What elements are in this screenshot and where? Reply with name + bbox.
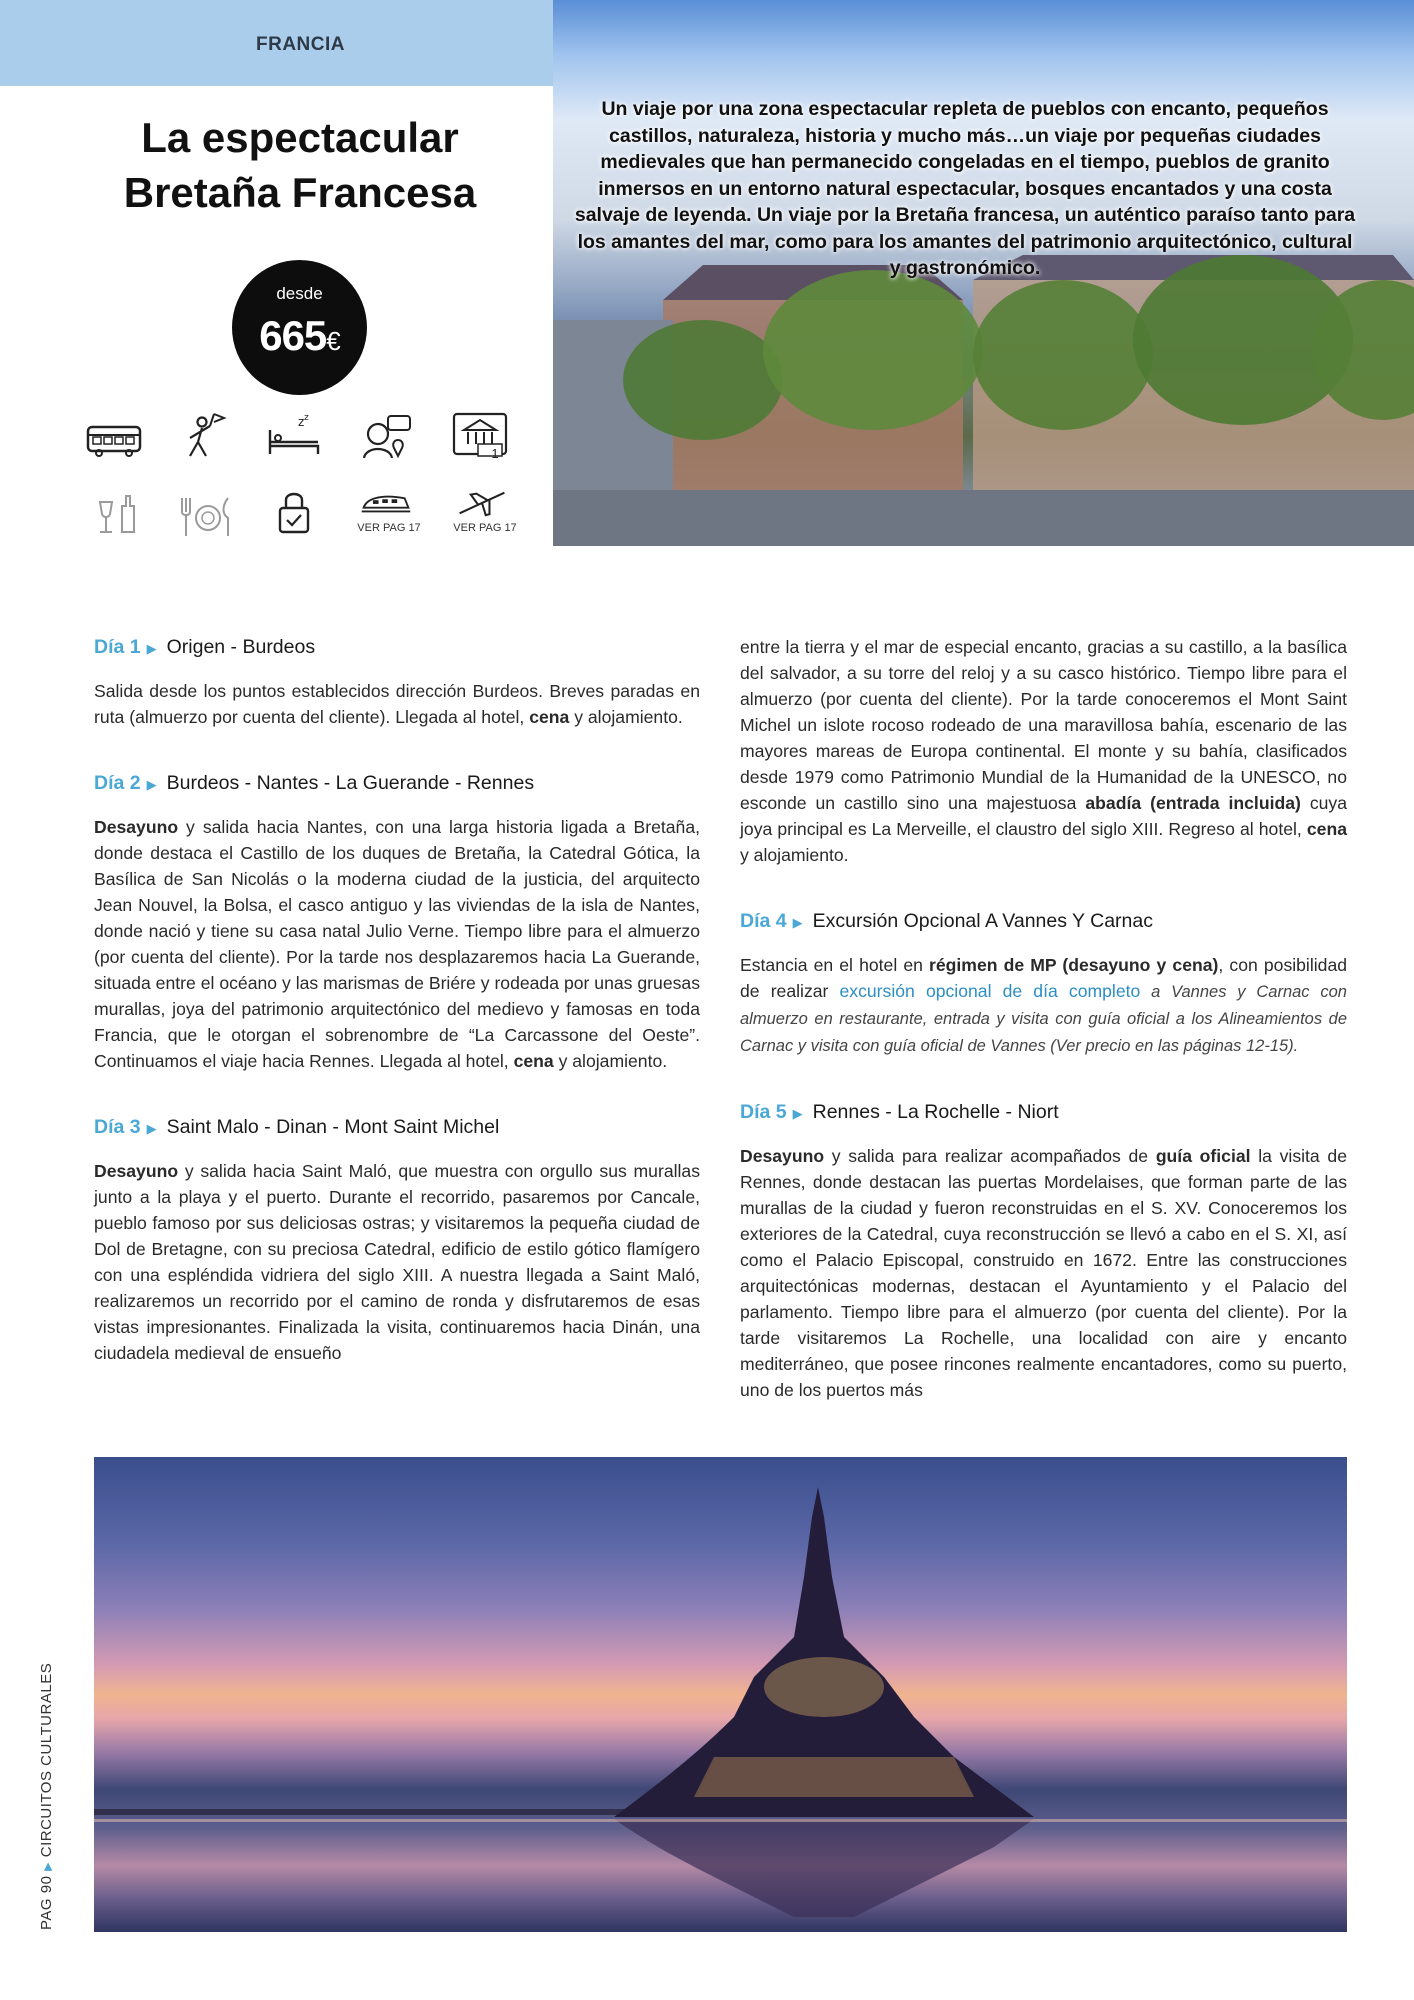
day-3-cont-bold2: cena	[1306, 819, 1347, 839]
ticket-number: 1	[491, 446, 499, 461]
wine-drinks-icon	[82, 492, 154, 548]
plane-icon	[446, 488, 518, 522]
price-from-label: desde	[276, 284, 323, 303]
day-1-text-b: y alojamiento.	[569, 707, 683, 727]
day-1-text-a: Salida desde los puntos establecidos dirección Burdeos. Breves paradas en ruta (almuerzo por cuenta del cliente). Llegada al hotel,	[94, 681, 700, 727]
price-amount	[232, 312, 367, 360]
day-3-cont-c: y alojamiento.	[740, 845, 849, 865]
region-tag	[0, 0, 553, 86]
price-currency: €	[326, 326, 340, 356]
bus-icon	[78, 415, 150, 471]
day-3-continued-text	[740, 634, 1347, 868]
day-2-text-b: y alojamiento.	[553, 1051, 668, 1071]
day-5-route: Rennes - La Rochelle - Niort	[812, 1101, 1059, 1123]
day-1-bold: cena	[529, 707, 570, 727]
price-value: 665	[259, 312, 327, 359]
day-5-text-a: y salida para realizar acompañados de	[824, 1146, 1156, 1166]
day-4-italic-note: a Vannes y Carnac con almuerzo en restaurante, entrada y visita con guía oficial a los Alineamientos de Carnac y visita con guía oficial de Vannes (Ver precio en las páginas 12-15).	[740, 983, 1347, 1055]
day-1-label: Día 1	[94, 636, 141, 658]
day-5-text	[740, 1143, 1347, 1403]
day-2-bold-b: cena	[513, 1051, 554, 1071]
day-2-heading	[94, 770, 700, 798]
day-1-text	[94, 678, 700, 730]
day-4-text-a: Estancia en el hotel en	[740, 955, 930, 975]
day-3-bold-a: Desayuno	[94, 1161, 179, 1181]
day-5-bold-a: Desayuno	[740, 1146, 825, 1166]
day-3-heading	[94, 1114, 700, 1142]
day-3-cont-b: cuya joya principal es La Merveille, el claustro del siglo XIII. Regreso al hotel,	[740, 793, 1348, 839]
arrow-right-icon: ▶	[146, 777, 157, 792]
svg-text:z: z	[304, 413, 309, 423]
day-2-route: Burdeos - Nantes - La Guerande - Rennes	[166, 772, 535, 794]
section-name: CIRCUITOS CULTURALES	[38, 1662, 55, 1858]
insurance-lock-icon	[258, 488, 330, 544]
day-4-label: Día 4	[740, 910, 787, 932]
plane-option	[446, 488, 530, 534]
arrow-right-icon: ▶	[42, 1861, 54, 1871]
day-3-label: Día 3	[94, 1116, 141, 1138]
arrow-right-icon: ▶	[792, 915, 803, 930]
day-4-bold: régimen de MP (desayuno y cena)	[929, 955, 1219, 975]
arrow-right-icon: ▶	[146, 641, 157, 656]
day-2-text-a: y salida hacia Nantes, con una larga historia ligada a Bretaña, donde destaca el Castillo de los duques de Bretaña, la Catedral Gótica, la Basílica de San Nicolás o la moderna ciudad de la justicia, del arquitecto Jean Nouvel, la Bolsa, el casco antiguo y las viviendas de la isla de Nantes, donde nació y tiene su casa natal Julio Verne. Tiempo libre para el almuerzo (por cuenta del cliente). Por la tarde nos desplazaremos hacia La Guerande, situada entre el océano y las marismas de Briére y rodeada por unas gruesas murallas, joya del patrimonio arquitectónico del medievo y famosas en toda Francia, que le otorgan el sobrenombre de “La Carcassone del Oeste”. Continuamos el viaje hacia Rennes. Llegada al hotel,	[94, 817, 700, 1071]
page-footer	[38, 1663, 55, 1930]
guide-info-icon	[352, 412, 424, 468]
svg-text:z: z	[298, 415, 305, 429]
day-4-text-b: , con posibilidad de realizar	[740, 955, 1348, 1001]
day-5-heading	[740, 1099, 1347, 1127]
day-1-route: Origen - Burdeos	[166, 636, 316, 658]
arrow-right-icon: ▶	[792, 1106, 803, 1121]
day-4-route: Excursión Opcional A Vannes Y Carnac	[812, 910, 1153, 932]
day-2-text	[94, 814, 700, 1074]
bed-icon	[258, 412, 330, 468]
day-4-excursion-link: excursión opcional de día completo	[839, 981, 1141, 1001]
arrow-right-icon: ▶	[146, 1121, 157, 1136]
day-2-label: Día 2	[94, 772, 141, 794]
plane-caption: VER PAG 17	[453, 522, 517, 534]
day-1-heading	[94, 634, 700, 662]
day-2-bold-a: Desayuno	[94, 817, 179, 837]
title-line-2: Bretaña Francesa	[123, 169, 477, 216]
train-icon	[350, 488, 422, 522]
monument-ticket-icon	[444, 410, 516, 466]
day-5-label: Día 5	[740, 1101, 787, 1123]
day-4-heading	[740, 908, 1347, 936]
day-3-text-a: y salida hacia Saint Maló, que muestra con orgullo sus murallas junto a la playa y el puerto. Durante el recorrido, pasaremos por Cancale, pueblo famoso por sus deliciosas ostras; y visitaremos la pequeña ciudad de Dol de Bretagne, con su preciosa Catedral, edificio de estilo gótico flamígero con una espléndida vidriera del siglo XIII. A nuestra llegada a Saint Maló, realizaremos un recorrido por el camino de ronda y disfrutaremos de esas vistas impresionantes. Finalizada la visita, continuaremos hacia Dinán, una ciudadela medieval de ensueño	[94, 1161, 700, 1363]
itinerary-right-column	[740, 634, 1347, 1403]
title-line-1: La espectacular	[141, 114, 459, 161]
day-3-text	[94, 1158, 700, 1366]
itinerary-left-column	[94, 634, 700, 1366]
intro-text: Un viaje por una zona espectacular repleta de pueblos con encanto, pequeños castillos, naturaleza, historia y mucho más…un viaje por pequeñas ciudades medievales que han permanecido congeladas en el tiempo, pueblos de granito inmersos en un entorno natural espectacular, bosques encantados y una costa salvaje de leyenda. Un viaje por la Bretaña francesa, un auténtico paraíso tanto para los amantes del mar, como para los amantes del patrimonio arquitectónico, cultural y gastronómico.	[574, 98, 1356, 279]
mont-saint-michel-photo	[94, 1457, 1347, 1932]
day-3-cont-a: entre la tierra y el mar de especial encanto, gracias a su castillo, a la basílica del salvador, a su torre del reloj y a su casco histórico. Tiempo libre para el almuerzo (por cuenta del cliente). Por la tarde conoceremos el Mont Saint Michel un islote rocoso rodeado de una maravillosa bahía, escenario de las mayores mareas de Europa continental. El monte y su bahía, clasificados desde 1979 como Patrimonio Mundial de la Humanidad de la UNESCO, no esconde un castillo sino una majestuosa	[740, 637, 1347, 813]
page-title	[60, 110, 540, 220]
day-3-route: Saint Malo - Dinan - Mont Saint Michel	[166, 1116, 500, 1138]
price-badge	[232, 260, 367, 395]
guide-flag-icon	[170, 412, 242, 468]
day-5-bold-b: guía oficial	[1155, 1146, 1251, 1166]
day-3-cont-bold: abadía (entrada incluida)	[1085, 793, 1301, 813]
day-4-text	[740, 952, 1347, 1059]
train-option	[350, 488, 434, 534]
region-label: FRANCIA	[256, 34, 345, 55]
train-caption: VER PAG 17	[357, 522, 421, 534]
day-5-text-b: la visita de Rennes, donde destacan las puertas Mordelaises, que forman parte de las murallas de la ciudad y fueron reconstruidas en el S. XV. Conoceremos los exteriores de la Catedral, cuya reconstrucción se llevó a cabo en el S. XI, así como el Palacio Episcopal, construido en 1672. Entre las construcciones arquitectónicas modernas, destacan el Ayuntamiento y el Palacio del parlamento. Tiempo libre para el almuerzo (por cuenta del cliente). Por la tarde visitaremos La Rochelle, una localidad con aire y encanto mediterráneo, que posee rincones realmente encantadores, como su puerto, uno de los puertos más	[740, 1146, 1347, 1400]
meals-icon	[170, 492, 242, 548]
page-number: PAG 90	[38, 1875, 55, 1930]
